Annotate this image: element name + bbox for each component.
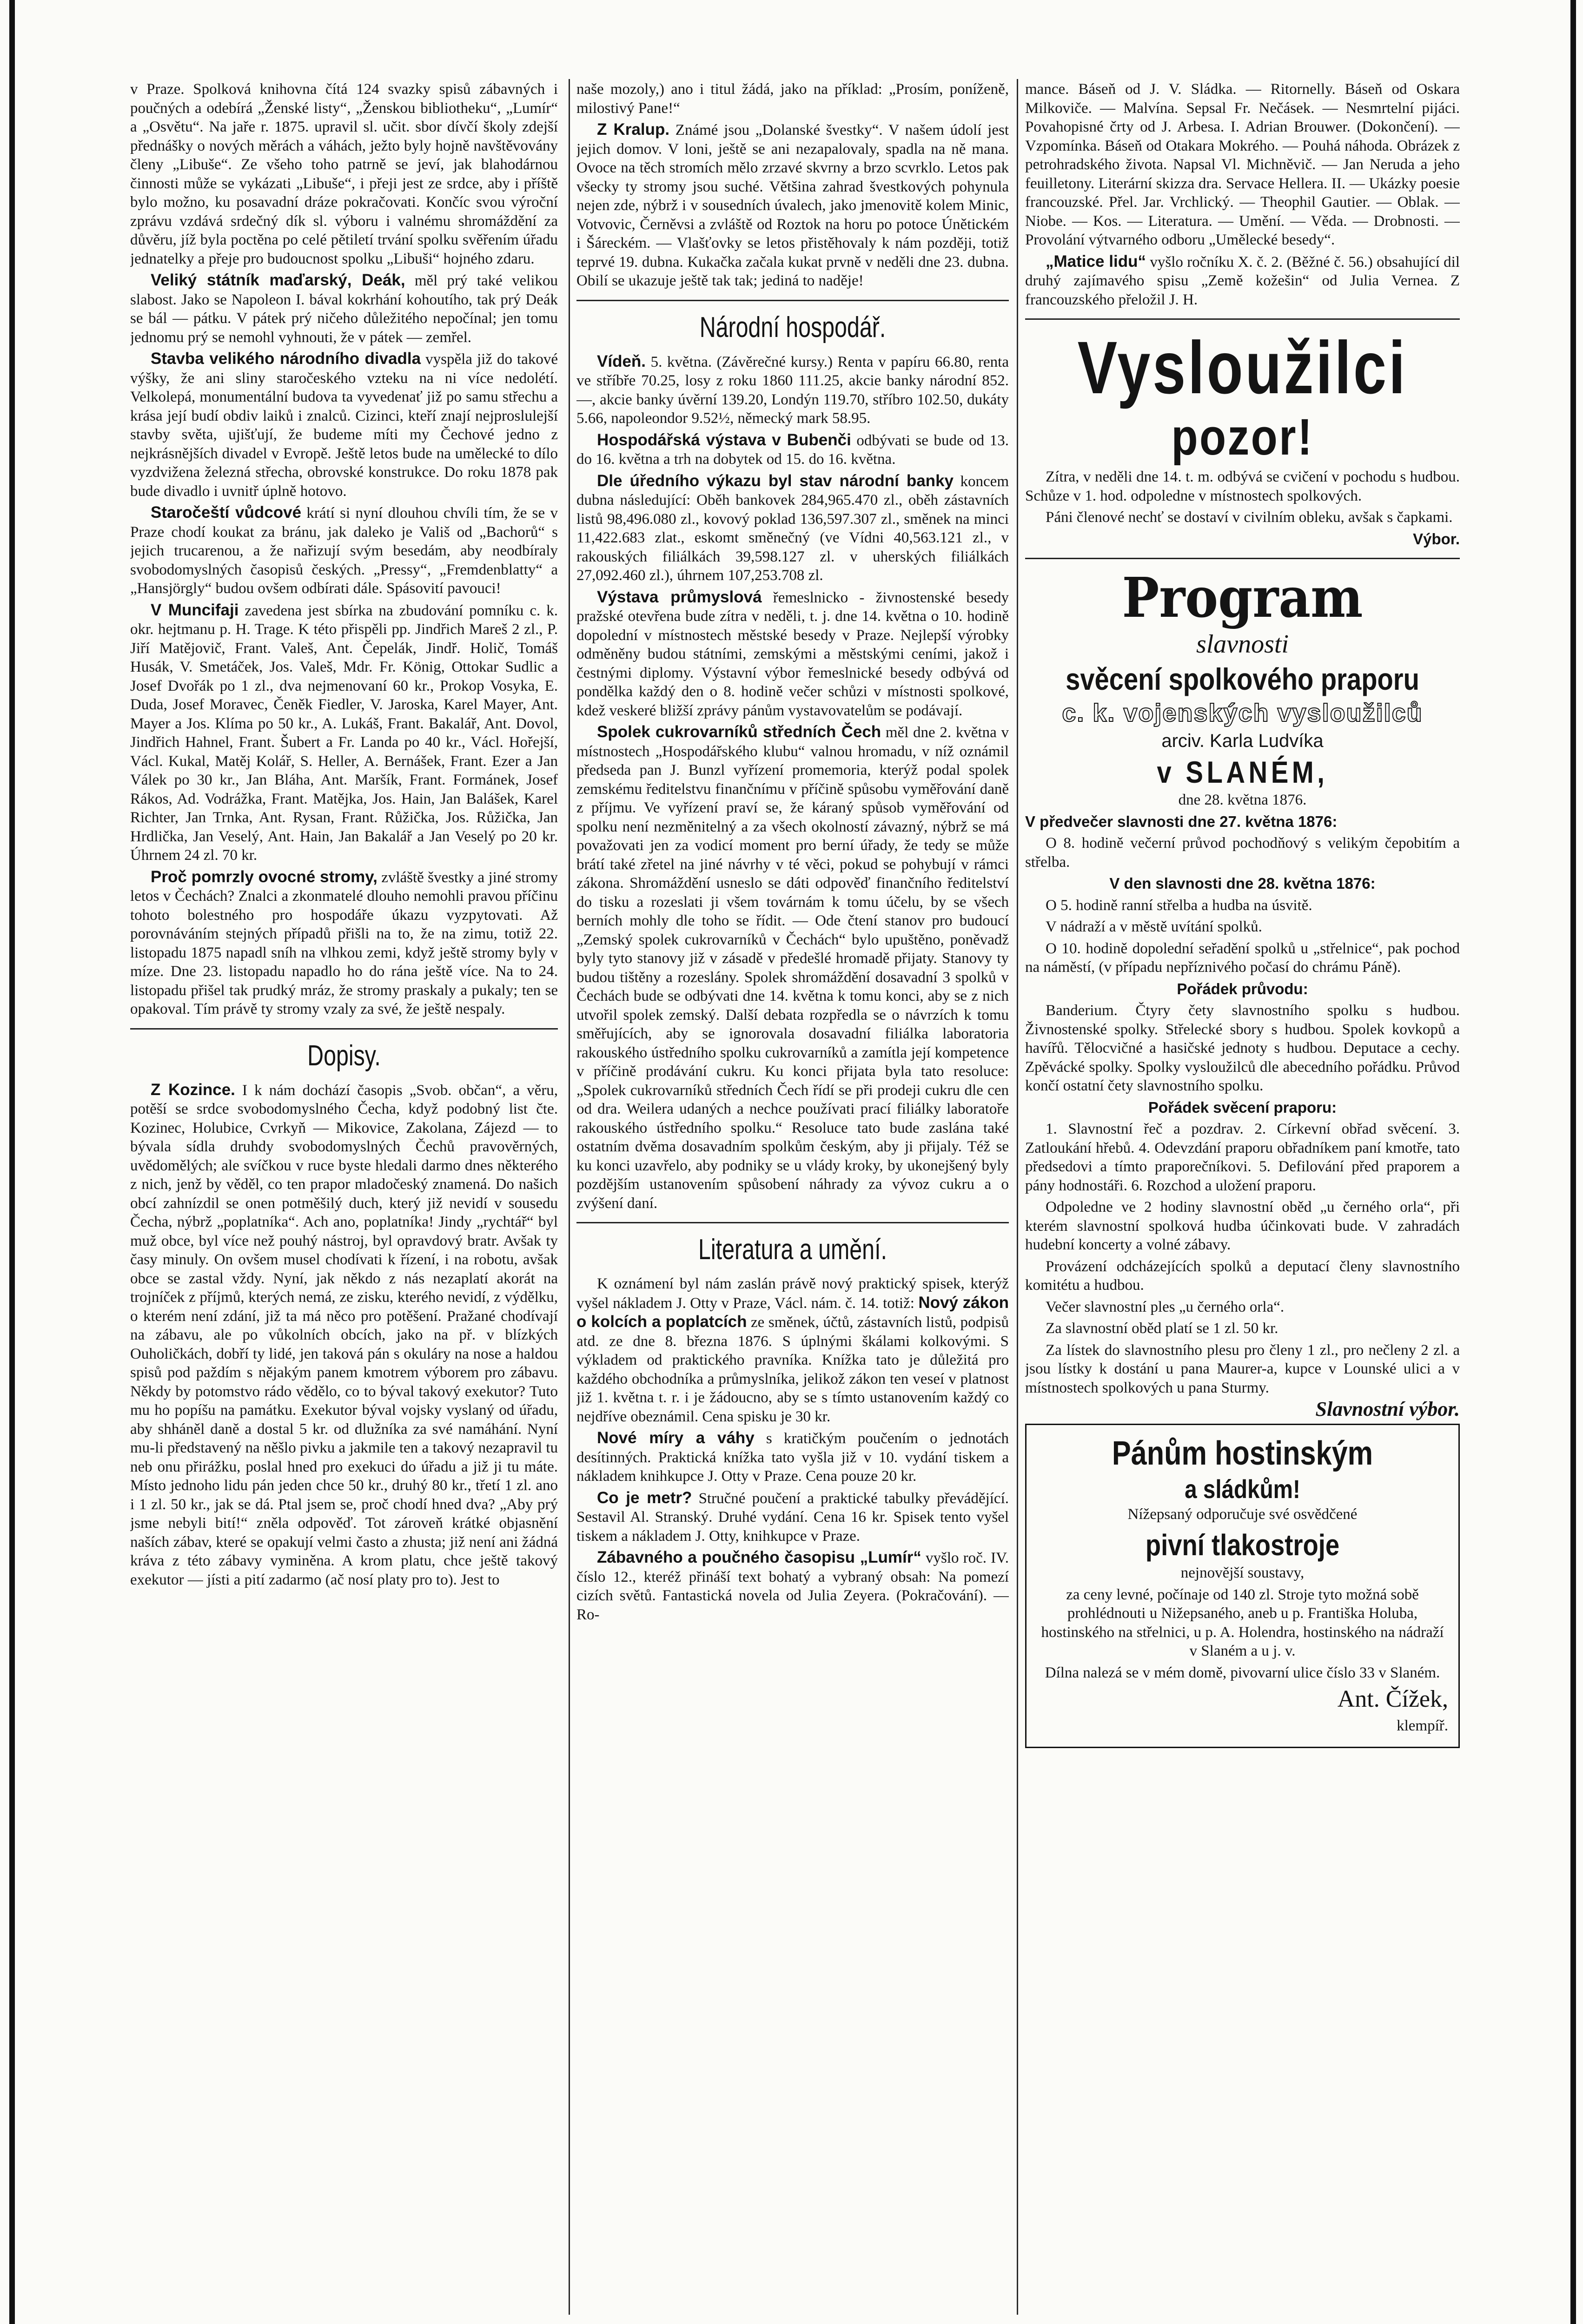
article-text: Známé jsou „Dolanské švestky“. V našem údolí jest jejich domov. V loni, ještě se ani nezapalovaly, spadla na ně mana. Ovoce na těch stromích mělo zrzavé skvrny a brzo scvrklo. Letos pak všecky ty stromy jsou suché. Většina zahrad švestkových pohynula nejen zde, nýbrž i v sousedních úvalech, jako jmenovitě kolem Minic, Votvovic, Černěvsi a zvláště od Roztok na horu po potoce Únětickém i Šáreckém. — Vlašťovky se letos přistěhovaly k nám později, totiž teprvé 19. dubna. Kukačka začala kukat prvně v neděli dne 23. dubna. Obilí se ukazuje ještě tak tak; jediná to naděje! bbox=[576, 122, 1009, 289]
article-text: zvláště švestky a jiné stromy letos v Čechách? Znalci a zkonmatelé dlouho nemohli pravou příčinu tohoto bolestného pro hospodáře úkazu vyzpytovati. Až porovnáváním stejných případů přišli na to, že na zimu, totiž 22. listopadu 1875 napadl sníh na vlhkou zemi, když ještě stromy byly v míze. Dne 23. listopadu napadlo ho do rána ještě více. Na to 24. listopadu přišel tak prudký mráz, že stromy praskaly a pukaly; ten se opakoval. Tím právě ty stromy vzaly za své, že ještě nespaly. bbox=[130, 869, 558, 1017]
article-lead: Nové míry a váhy bbox=[597, 1429, 755, 1447]
article-industrial-exhibition bbox=[576, 588, 1009, 720]
article-text: s kratičkým poučením o jednotách desítinných. Praktická knížka tato vyšla již v 10. vydání tiskem a nákladem knihkupce J. Otty v Praze. Cena pouze 20 kr. bbox=[576, 1430, 1009, 1485]
article-lead: Veliký státník maďarský, Deák, bbox=[151, 271, 405, 289]
article-lead: Nový zákon o kolcích a poplatcích bbox=[576, 1293, 1009, 1331]
ad-heading: V den slavnosti dne 28. května 1876: bbox=[1109, 875, 1376, 892]
section-divider bbox=[576, 1222, 1009, 1223]
article-text: koncem dubna následující: Oběh bankovek 284,965.470 zl., oběh zástavních listů 98,496.080 zl., kovový poklad 136,597.307 zl., směnek na minci 11,422.683 zlat., eskomt směnečný (ve Vídni 40,563.121 zl., v rakouských filiálkách 39,598.127 zl. v uherských filiálkách 27,092.460 zl.), úhrnem 107,253.708 zl. bbox=[576, 473, 1009, 584]
ad-signature-role: klempíř. bbox=[1397, 1717, 1448, 1734]
article-lead: Zábavného a poučného časopisu „Lumír“ bbox=[597, 1548, 921, 1566]
article-lead: Spolek cukrovarníků středních Čech bbox=[597, 723, 881, 741]
article-lead: Vídeň. bbox=[597, 352, 646, 370]
column-2 bbox=[576, 80, 1009, 2324]
ad-hostinsky bbox=[1025, 1424, 1460, 1748]
ad-text: Nížepsaný odporučuje své osvědčené bbox=[1127, 1505, 1358, 1523]
article-theatre bbox=[130, 350, 558, 501]
ad-text: Banderium. Čtyry čety slavnostního spolku s hudbou. Živnostenské spolky. Střelecké sbory s hudbou. Spolek kovkopů a havířů. Tělocvičné a hasičské jednoty s hudbou. Deputace a cechy. Zpěvácké spolky. Spolky vysloužilců dle abecedního pořádku. Průvod končí ostatní čety slavnostního spolku. bbox=[1025, 1002, 1460, 1094]
article-text: 5. května. (Závěrečné kursy.) Renta v papíru 66.80, renta ve stříbře 70.25, losy z roku 1860 111.25, akcie banky národní 852.—, akcie banky úvěrní 139.20, Londýn 119.70, stříbro 102.50, dukáty 5.66, napoleondor 9.52½, německý mark 58.95. bbox=[576, 353, 1009, 427]
section-divider bbox=[1025, 318, 1460, 320]
article-matice-lidu bbox=[1025, 252, 1460, 310]
ad-product: pivní tlakostroje bbox=[1145, 1528, 1340, 1562]
ad-title: Vysloužilci bbox=[1077, 326, 1408, 409]
ad-text: Dílna nalezá se v mém domě, pivovarní ulice číslo 33 v Slaném. bbox=[1045, 1664, 1440, 1681]
article-kozinec bbox=[130, 1081, 558, 1590]
ad-text: za ceny levné, počínaje od 140 zl. Stroje tyto možná sobě prohlédnouti u Nižepsaného, aneb u p. Františka Holuba, hostinského na střelnici, u p. A. Holendra, hostinského na nádraží v Slaném a u j. v. bbox=[1041, 1586, 1444, 1659]
article-text: Stručné poučení a praktické tabulky převádějící. Sestavil Al. Stranský. Druhé vydání. Cena 16 kr. Spisek tento vyšel tiskem a nákladem J. Otty, knihkupce v Praze. bbox=[576, 1490, 1009, 1545]
ad-text: nejnovější soustavy, bbox=[1180, 1565, 1305, 1581]
article-bubenec bbox=[576, 431, 1009, 469]
ad-text: O 10. hodině dopolední seřadění spolků u „střelnice“, pak pochod na náměstí, (v případu nepříznivého počasí do chrámu Páně). bbox=[1025, 940, 1460, 976]
ad-line: arciv. Karla Ludvíka bbox=[1161, 731, 1324, 751]
article-measures bbox=[576, 1429, 1009, 1486]
ad-text: O 8. hodině večerní průvod pochodňový s velikým čepobitím a střelba. bbox=[1025, 835, 1460, 871]
article-lead: Hospodářská výstava v Bubenči bbox=[597, 430, 851, 449]
article-text: vyspěla již do takové výšky, že ani sliny staročeského vzteku na ni více nedolétí. Velkolepá, monumentální budova ta vyvedenať již po samu střechu a krása její budí obdiv laiků i znalců. Cizinci, kteří znají nejproslulejší stavby světa, ujišťují, že budeme míti my Čechové jedno z nejkrásnějších divadel v Evropě. Ještě letos bude na umělecké to dílo vyzdvižena železná střecha, obrovské konstrukce. Do roku 1878 pak bude divadlo i uvnitř úplně hotovo. bbox=[130, 351, 558, 500]
article-text: měl prý také velikou slabost. Jako se Napoleon I. bával kokrhání kohoutího, tak prý Deák se bál — pátku. V pátek prý ničeho důležitého nepočínal; jen tomu jednomu prý se nemohl vyhnouti, že v pátek — zemřel. bbox=[130, 272, 558, 346]
ad-signature: Výbor. bbox=[1413, 530, 1460, 548]
section-title-literatura: Literatura a umění. bbox=[698, 1234, 887, 1266]
article-kralupy bbox=[576, 120, 1009, 290]
ad-text: Zítra, v neděli dne 14. t. m. odbývá se cvičení v pochodu s hudbou. Schůze v 1. hod. odpoledne v místnostech spolkových. bbox=[1025, 469, 1460, 504]
ad-line: v SLANÉM, bbox=[1157, 755, 1328, 789]
article-metr bbox=[576, 1489, 1009, 1546]
article-stamp-law bbox=[576, 1274, 1009, 1426]
ad-line: c. k. vojenských vysloužilců bbox=[1062, 699, 1423, 727]
article-deak bbox=[130, 271, 558, 347]
ad-text: Páni členové nechť se dostaví v civilním obleku, avšak s čapkami. bbox=[1046, 509, 1453, 526]
column-separator bbox=[569, 79, 570, 2315]
column-1 bbox=[130, 80, 558, 2324]
article-national-bank bbox=[576, 472, 1009, 585]
ad-title: Program bbox=[1122, 565, 1363, 630]
ad-line: svěcení spolkového praporu bbox=[1066, 662, 1419, 696]
section-divider bbox=[576, 300, 1009, 301]
article-lead: Co je metr? bbox=[597, 1488, 692, 1507]
ad-text: V nádraží a v městě uvítání spolků. bbox=[1046, 918, 1262, 935]
ad-text: O 5. hodině ranní střelba a hudba na úsvitě. bbox=[1046, 897, 1312, 914]
article-lead: „Matice lidu“ bbox=[1046, 252, 1146, 271]
article-lead: Výstava průmyslová bbox=[597, 588, 762, 606]
section-title-hospodar: Národní hospodář. bbox=[699, 311, 886, 343]
article-lead: Dle úředního výkazu byl stav národní banky bbox=[597, 471, 954, 490]
ad-text: Večer slavnostní ples „u černého orla“. bbox=[1046, 1298, 1285, 1315]
ad-text: Za slavnostní oběd platí se 1 zl. 50 kr. bbox=[1046, 1320, 1278, 1337]
article-text: měl dne 2. května v místnostech „Hospodářského klubu“ valnou hromadu, v níž oznámil předseda pan J. Bunzl vyřízení promemoria, kterýž podal spolek zemskému ředitelstvu finančnímu v příčině spůsobu vyměřování daně z příjmu. Ve vyřízení praví se, že káraný spůsob vyměřování od spolku není nezměnitelný a za všech okolností závazný, nýbrž se má považovati jen za vodicí moment pro berní úřady, že tedy se může brátí také zřetel na jiné návrhy v té věci, pokud se pohybují v rámci zákona. Shromáždění usneslo se dáti odpověď finančního ředitelství do tisku a rozeslati ji všem továrnám k tomu účelu, by se všech berních mohly dle toho se řídit. — Ode čtení stanov pro budoucí „Zemský spolek cukrovarníků v Čechách“ bylo upuštěno, poněvadž byly tyto stanovy již v zásadě v předešlé hromadě přijaty. Stanovy ty budou tištěny a rozeslány. Spolek shromáždění dosavadní 3 spolků v Čechách bude se odbývati dne 14. května k tomu konci, aby se z nich utvořil spolek zemský. Další debata rozpředla se o návrzích k tomu směřujících, aby se ignorovala dosavadní filiálka laboratoria rakouského ústředního spolku cukrovarníků a zamítla její kompetence v příčině prodávání cukru. Ku konci přijata byla tato resoluce: „Spolek cukrovarníků středních Čech řídí se při prodeji cukru dle cen od dra. Weilera udaných a nechce používati prací filiálky laboratoře rakouského ústředního spolku.“ Resoluce tato bude zaslána také ostatním dvěma dosavadním spolkům českým, aby ji přijaly. Též se ku konci uzavřelo, aby podniky se u vlády kroky, by ukonejšený byly pozdějším ustanovením spůsobení náhrady za vývoz cukru a o zvýšení daní. bbox=[576, 724, 1009, 1212]
article-continuation: mance. Báseň od J. V. Sládka. — Ritornelly. Báseň od Oskara Milkoviče. — Malvína. Sepsal Fr. Nečásek. — Nesmrtelní pijáci. Povahopisné črty od J. Arbesa. I. Adrian Brouwer. (Dokončení). — Vzpomínka. Báseň od Otakara Mokrého. — Pouhá náhoda. Obrázek z petrohradského života. Napsal Vl. Michněvič. — Jan Neruda a jeho feuilletony. Literární skizza dra. Servace Hellera. II. — Ukázky poesie francouzské. Přel. Jar. Vrchlický. — Theophil Gautier. — Oblak. — Niobe. — Kos. — Literatura. — Umění. — Věda. — Drobnosti. — Provolání výtvarného odboru „Umělecké besedy“. bbox=[1025, 81, 1460, 248]
article-lead: Proč pomrzly ovocné stromy, bbox=[151, 867, 378, 886]
section-title-dopisy: Dopisy. bbox=[307, 1039, 381, 1072]
article-sugar-association bbox=[576, 723, 1009, 1213]
ad-text: 1. Slavnostní řeč a pozdrav. 2. Církevní obřad svěcení. 3. Zatloukání hřebů. 4. Odevzdání praporu obřadníkem paní kmotře, tato předsedovi a tímto praporečníkovi. 5. Defilování před praporem a pány hodnostáři. 6. Rozchod a uložení praporu. bbox=[1025, 1121, 1460, 1194]
ad-date: dne 28. května 1876. bbox=[1178, 792, 1307, 808]
article-muncifaj bbox=[130, 601, 558, 865]
article-text: vyšlo ročníku X. č. 2. (Běžné č. 56.) obsahující dil druhý zajímavého spisu „Země kožešin“ od Julia Vernea. Z francouzského přeložil J. H. bbox=[1025, 253, 1460, 308]
article-vienna bbox=[576, 352, 1009, 428]
ad-heading: Pořádek svěcení praporu: bbox=[1148, 1098, 1337, 1116]
section-divider bbox=[130, 1028, 558, 1030]
column-3 bbox=[1025, 80, 1460, 2324]
article-lead: Z Kozince. bbox=[151, 1080, 235, 1099]
ad-title: Pánům hostinským bbox=[1112, 1434, 1373, 1472]
ad-signature: Ant. Čížek, bbox=[1337, 1686, 1448, 1712]
article-text: zavedena jest sbírka na zbudování pomníku c. k. okr. hejtmanu p. H. Trage. K této přispěli pp. Jindřich Mareš 2 zl., P. Jiří Matějovič, Frant. Valeš, Ant. Čepelák, Jindř. Holič, Tomáš Husák, V. Smetáček, Jos. Valeš, Mdr. Fr. König, Ottokar Sudlic a Josef Dvořák po 1 zl., dva nejmenovaní 60 kr., Prokop Vosyka, E. Duda, Josef Moravec, Čeněk Fiedler, V. Jaroska, Karel Mayer, Ant. Mayer a Jos. Klíma po 50 kr., A. Lukáš, Frant. Bakalář, Ant. Dovol, Jindřich Hahnel, Frant. Šubert a Fr. Landa po 40 kr., Václ. Hořejší, Václ. Kukal, Matěj Kolář, S. Heller, A. Bernášek, Frant. Ezer a Jan Válek po 30 kr., Jan Bláha, Ant. Maršík, Frant. Formánek, Josef Rákos, Ad. Vodrážka, Frant. Matějka, Jos. Hain, Jan Balášek, Karel Richter, Jan Trnka, Ant. Rysan, Frant. Růžička, Jos. Růžička, Jan Hrdlička, Jan Veselý, Ant. Hain, Jan Bakalář a Jan Veselý po 20 kr. Úhrnem 24 zl. 70 kr. bbox=[130, 602, 558, 864]
article-libuse-end: v Praze. Spolková knihovna čítá 124 svazky spisů zábavných i poučných a odebírá „Ženské listy“, „Ženskou bibliotheku“, „Lumír“ a „Osvětu“. Na jaře r. 1875. upravil sl. učit. sbor dívčí školy zdejší přednášky o nových měrách a váhách, ježto byly hojně navštěvovány členy „Libuše“. Ze všeho toho patrně se jeví, jak blahodárnou činnosti může se vykázati „Libuše“, i přeji jest ze srdce, aby i příště bylo možno, ku posavadní dráze pokračovati. Končíc svou výroční zprávu vzdává srdečný dík sl. výboru i valnému shromáždění za důvěru, jíž byla poctěna po celé pětiletí trvání spolku svěřením úřadu jednatelky a přeje pro budoucnost spolku „Libuši“ hojného zdaru. bbox=[130, 81, 558, 267]
article-lead: V Muncifaji bbox=[151, 601, 239, 619]
page-border-left bbox=[9, 0, 15, 2324]
article-text: K oznámení byl nám zaslán právě nový praktický spisek, kterýž vyšel nákladem J. Otty v Praze, Václ. nám. č. 14. totiž: bbox=[576, 1275, 1009, 1312]
article-text: odbývati se bude od 13. do 16. května a trh na dobytek od 15. do 16. května. bbox=[576, 432, 1009, 468]
article-continuation: naše mozoly,) ano i titul žádá, jako na příklad: „Prosím, poníženě, milostivý Pane!“ bbox=[576, 81, 1009, 117]
ad-line: slavnosti bbox=[1196, 630, 1289, 659]
ad-text: Odpoledne ve 2 hodiny slavnostní oběd „u černého orla“, při kterém slavnostní spolková hudba účinkovati bude. V zahradách hudební koncerty a volné zábavy. bbox=[1025, 1199, 1460, 1253]
ad-text: Provázení odcházejících spolků a deputací členy slavnostního komitétu a hudbou. bbox=[1025, 1258, 1460, 1294]
article-lead: Staročeští vůdcové bbox=[151, 503, 302, 522]
article-text: krátí si nyní dlouhou chvíli tím, že se v Praze chodí koukat za bránu, jak daleko je Vališ od „Bachorů“ s jejich trucarenou, a že nařizují svým besedám, aby neodbíraly svobodomyslných časopisů českých. „Pressy“, „Fremdenblatty“ a „Hansjörgly“ budou ovšem odbírati dále. Spásovití pavouci! bbox=[130, 505, 558, 597]
ad-subtitle: pozor! bbox=[1171, 409, 1314, 466]
article-text: vyšlo roč. IV. číslo 12., kteréž přináší text bohatý a vybraný obsah: Na pomezí cizích světů. Fantastická novela od Julia Zeyera. (Pokračování). — Ro- bbox=[576, 1550, 1009, 1623]
ad-subtitle: a sládkům! bbox=[1185, 1474, 1300, 1504]
ad-vyslouzilci bbox=[1025, 328, 1460, 548]
article-text: řemeslnicko - živnostenské besedy pražské otevřena bude zítra v neděli, t. j. dne 14. května o 10. hodině dopolední v místnostech městské besedy v Praze. Nejlepší výrobky odměněny budou státními, zemskými a městskými ceními, jakož i čestnými diplomy. Výstavní výbor řemeslnické besedy odbývá od pondělka každý den o 8. hodině večer schůzi v místnosti spolkové, kdež veskeré bližší zprávy pánům vystavovatelům se podávají. bbox=[576, 589, 1009, 719]
column-separator bbox=[1017, 79, 1018, 2315]
article-fruit-trees bbox=[130, 868, 558, 1019]
ad-signature: Slavnostní výbor. bbox=[1315, 1398, 1460, 1420]
ad-heading: Pořádek průvodu: bbox=[1177, 980, 1308, 997]
ad-text: Za lístek do slavnostního plesu pro členy 1 zl., pro nečleny 2 zl. a jsou lístky k dostání u pana Maurer-a, kupce v Lounské ulici a v místnostech spolkových u pana Sturmy. bbox=[1025, 1341, 1460, 1396]
article-text: I k nám dochází časopis „Svob. občan“, a věru, potěší se srdce svobodomyslného Čecha, když podobný list čte. Kozinec, Holubice, Cvrkyň — Mikovice, Zakolana, Zájezd — to bývala sídla druhdy svobodomyslných Čechů pravověrných, uvědomělých; ale svíčkou v ruce byste hledali darmo dnes některého z nich, jenž by věděl, co ten prapor mladočeský znamená. Do našich obcí zahnízdil se onen potměšilý duch, který již nevidí v sousedu Čecha, nýbrž „poplatníka“. Ach ano, poplatníka! Jindy „rychtář“ byl muž obce, byl více než pouhý nástroj, byl opravdový bratr. Avšak ty časy minuly. On ovšem musel chodívati k řízení, i na robotu, avšak obce se zastal vždy. Nyní, jak někdo z nás nezaplatí akorát na trojníček z příjmů, kterých nemá, ze zisku, kterého nevidí, z výdělku, o kterém není zdání, již ta má něco pro potěšení. Pražané chodívají na zábavu, ale po vůkolních obcích, jako na př. v blízkých Ouholičkách, dobří ty lidé, jen taková pán s okuláry na nose a haldou spisů pod paždím s nějakým panem kmotrem výborem pro zábavu. Někdy by potomstvo rádo vědělo, co to býval takový exekutor? Tuto mu ho popíšu na památku. Exekutor býval vojsky vyslaný od úřadu, aby shháněl daně a dostal 5 kr. od dlužníka za své namáhání. Nyní mu-li představený na něšlo pivku a jakmile ten a takový nezapravil tu neb onu přirážku, poslal hned pro exekuci do úřadu a již ji tu máte. Místo jednoho lidu pán jeden chce 50 kr., druhý 80 kr., třetí 1 zl. ano i 1 zl. 50 kr., jak se dá. Ptal jsem se, proč chodí hned dva? „Aby prý jsme nebyli bití!“ zněla odpověď. Tot zároveň krátké objasnění naších zábav, které se opakují velmi často a zhusta; již není ani žádná kráva z této zábavy vyminěna. A krom platu, chce ještě takový exekutor — jísti a pití zadarmo (ač nosí platy pro to). Jest to bbox=[130, 1082, 558, 1588]
article-text: ze směnek, účtů, zástavních listů, podpisů atd. ze dne 8. března 1876. S úplnými škálami kolkovými. S výkladem od praktického pravníka. Knížka tato je důležitá pro každého obchodníka a průmyslníka, jelikož zákon ten veseí v platnost již 1. května t. r. i je žádoucno, aby se s tímto ustanovením každý co nejdříve obeznámil. Cena spisku je 30 kr. bbox=[576, 1314, 1009, 1425]
ad-program bbox=[1025, 565, 1460, 1420]
section-divider bbox=[1025, 558, 1460, 559]
article-lead: Z Kralup. bbox=[597, 120, 670, 139]
ad-heading: V předvečer slavnosti dne 27. května 1876: bbox=[1025, 812, 1338, 830]
article-lumir bbox=[576, 1548, 1009, 1624]
page-border-right bbox=[1570, 0, 1576, 2324]
article-staroceši bbox=[130, 503, 558, 598]
article-lead: Stavba velikého národního divadla bbox=[151, 350, 421, 368]
